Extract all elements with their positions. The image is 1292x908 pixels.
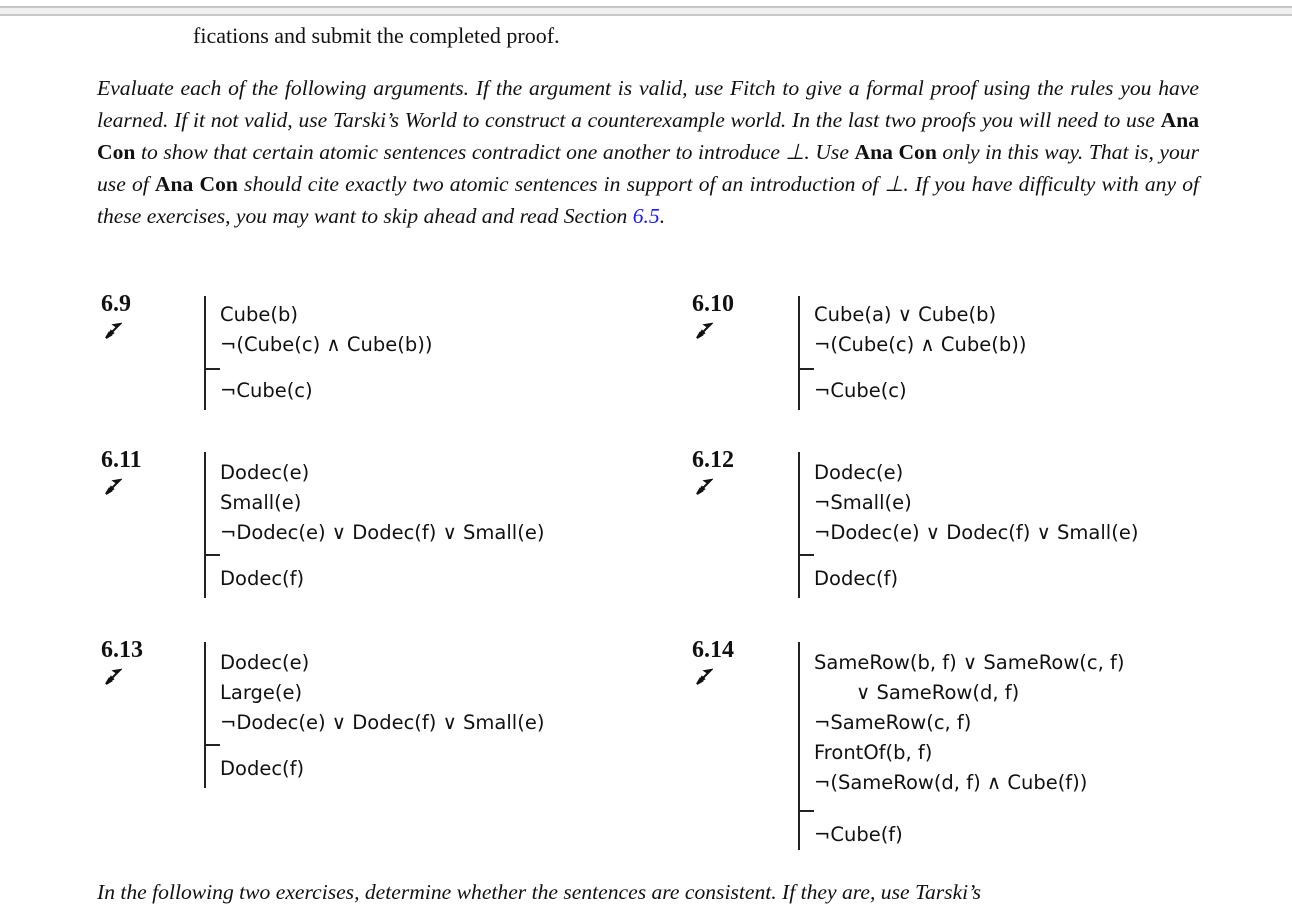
premise: ¬Dodec(e) ∨ Dodec(f) ∨ Small(e) xyxy=(220,711,545,734)
fitch-bar-separator xyxy=(798,810,814,812)
instructions-text: only in this way. That is, your use of xyxy=(97,140,1199,196)
premise: ¬SameRow(c, f) xyxy=(814,711,972,734)
premise: Dodec(e) xyxy=(220,461,310,484)
premise: Small(e) xyxy=(220,491,302,514)
exercise-number: 6.12 xyxy=(692,447,734,473)
premise: SameRow(b, f) ∨ SameRow(c, f) xyxy=(814,651,1125,674)
conclusion: Dodec(f) xyxy=(220,757,305,780)
fitch-bar-separator xyxy=(204,554,220,556)
instructions-text: should cite exactly two atomic sentences in support of an introduction of ⊥. If you have difficulty with any of these exercises, you may want to skip ahead and read Section xyxy=(97,172,1199,228)
premise: ¬Small(e) xyxy=(814,491,912,514)
premise: ¬Dodec(e) ∨ Dodec(f) ∨ Small(e) xyxy=(814,521,1139,544)
fitch-bar-separator xyxy=(204,368,220,370)
exercise-number: 6.14 xyxy=(692,637,734,663)
fitch-bar-separator xyxy=(798,554,814,556)
exercise-number: 6.13 xyxy=(101,637,143,663)
instructions-text: Evaluate each of the following arguments. If the argument is valid, use Fitch to give a formal proof using the rules you have learned. If it not valid, use Tarski’s World to construct a counterexample world. In the last two proofs you will need to use xyxy=(97,76,1199,132)
proof-bar xyxy=(204,296,206,410)
instructions-text: . xyxy=(659,204,666,228)
next-instructions-text: In the following two exercises, determine whether the sentences are consistent. If they are, use Tarski’s xyxy=(97,880,981,904)
conclusion: Dodec(f) xyxy=(220,567,305,590)
premise: ¬(Cube(c) ∧ Cube(b)) xyxy=(220,333,433,356)
ana-con-term: Ana Con xyxy=(97,108,1199,164)
submit-arrow-icon[interactable] xyxy=(695,478,713,496)
proof-bar xyxy=(798,642,800,850)
ana-con-term: Ana Con xyxy=(154,172,238,196)
exercise-number: 6.10 xyxy=(692,291,734,317)
conclusion: ¬Cube(c) xyxy=(814,379,907,402)
premise-continuation: ∨ SameRow(d, f) xyxy=(856,681,1020,704)
instructions-paragraph xyxy=(97,72,1199,232)
premise: Cube(b) xyxy=(220,303,298,326)
section-link[interactable]: 6.5 xyxy=(632,204,660,228)
premise: Large(e) xyxy=(220,681,303,704)
premise: FrontOf(b, f) xyxy=(814,741,933,764)
premise: ¬Dodec(e) ∨ Dodec(f) ∨ Small(e) xyxy=(220,521,545,544)
proof-bar xyxy=(798,452,800,598)
page-separator-band xyxy=(0,6,1292,16)
submit-arrow-icon[interactable] xyxy=(104,668,122,686)
fitch-bar-separator xyxy=(204,744,220,746)
ana-con-term: Ana Con xyxy=(854,140,937,164)
submit-arrow-icon[interactable] xyxy=(104,322,122,340)
proof-bar xyxy=(204,452,206,598)
exercise-number: 6.11 xyxy=(101,447,142,473)
premise: Cube(a) ∨ Cube(b) xyxy=(814,303,997,326)
conclusion: Dodec(f) xyxy=(814,567,899,590)
exercise-number: 6.9 xyxy=(101,291,131,317)
conclusion: ¬Cube(c) xyxy=(220,379,313,402)
instructions-text: to show that certain atomic sentences contradict one another to introduce ⊥. Use xyxy=(135,140,855,164)
submit-arrow-icon[interactable] xyxy=(695,322,713,340)
conclusion: ¬Cube(f) xyxy=(814,823,903,846)
proof-bar xyxy=(798,296,800,410)
lead-text: fications and submit the completed proof. xyxy=(193,23,560,48)
submit-arrow-icon[interactable] xyxy=(695,668,713,686)
proof-bar xyxy=(204,642,206,788)
premise: Dodec(e) xyxy=(220,651,310,674)
premise: Dodec(e) xyxy=(814,461,904,484)
premise: ¬(SameRow(d, f) ∧ Cube(f)) xyxy=(814,771,1088,794)
fitch-bar-separator xyxy=(798,368,814,370)
submit-arrow-icon[interactable] xyxy=(104,478,122,496)
premise: ¬(Cube(c) ∧ Cube(b)) xyxy=(814,333,1027,356)
